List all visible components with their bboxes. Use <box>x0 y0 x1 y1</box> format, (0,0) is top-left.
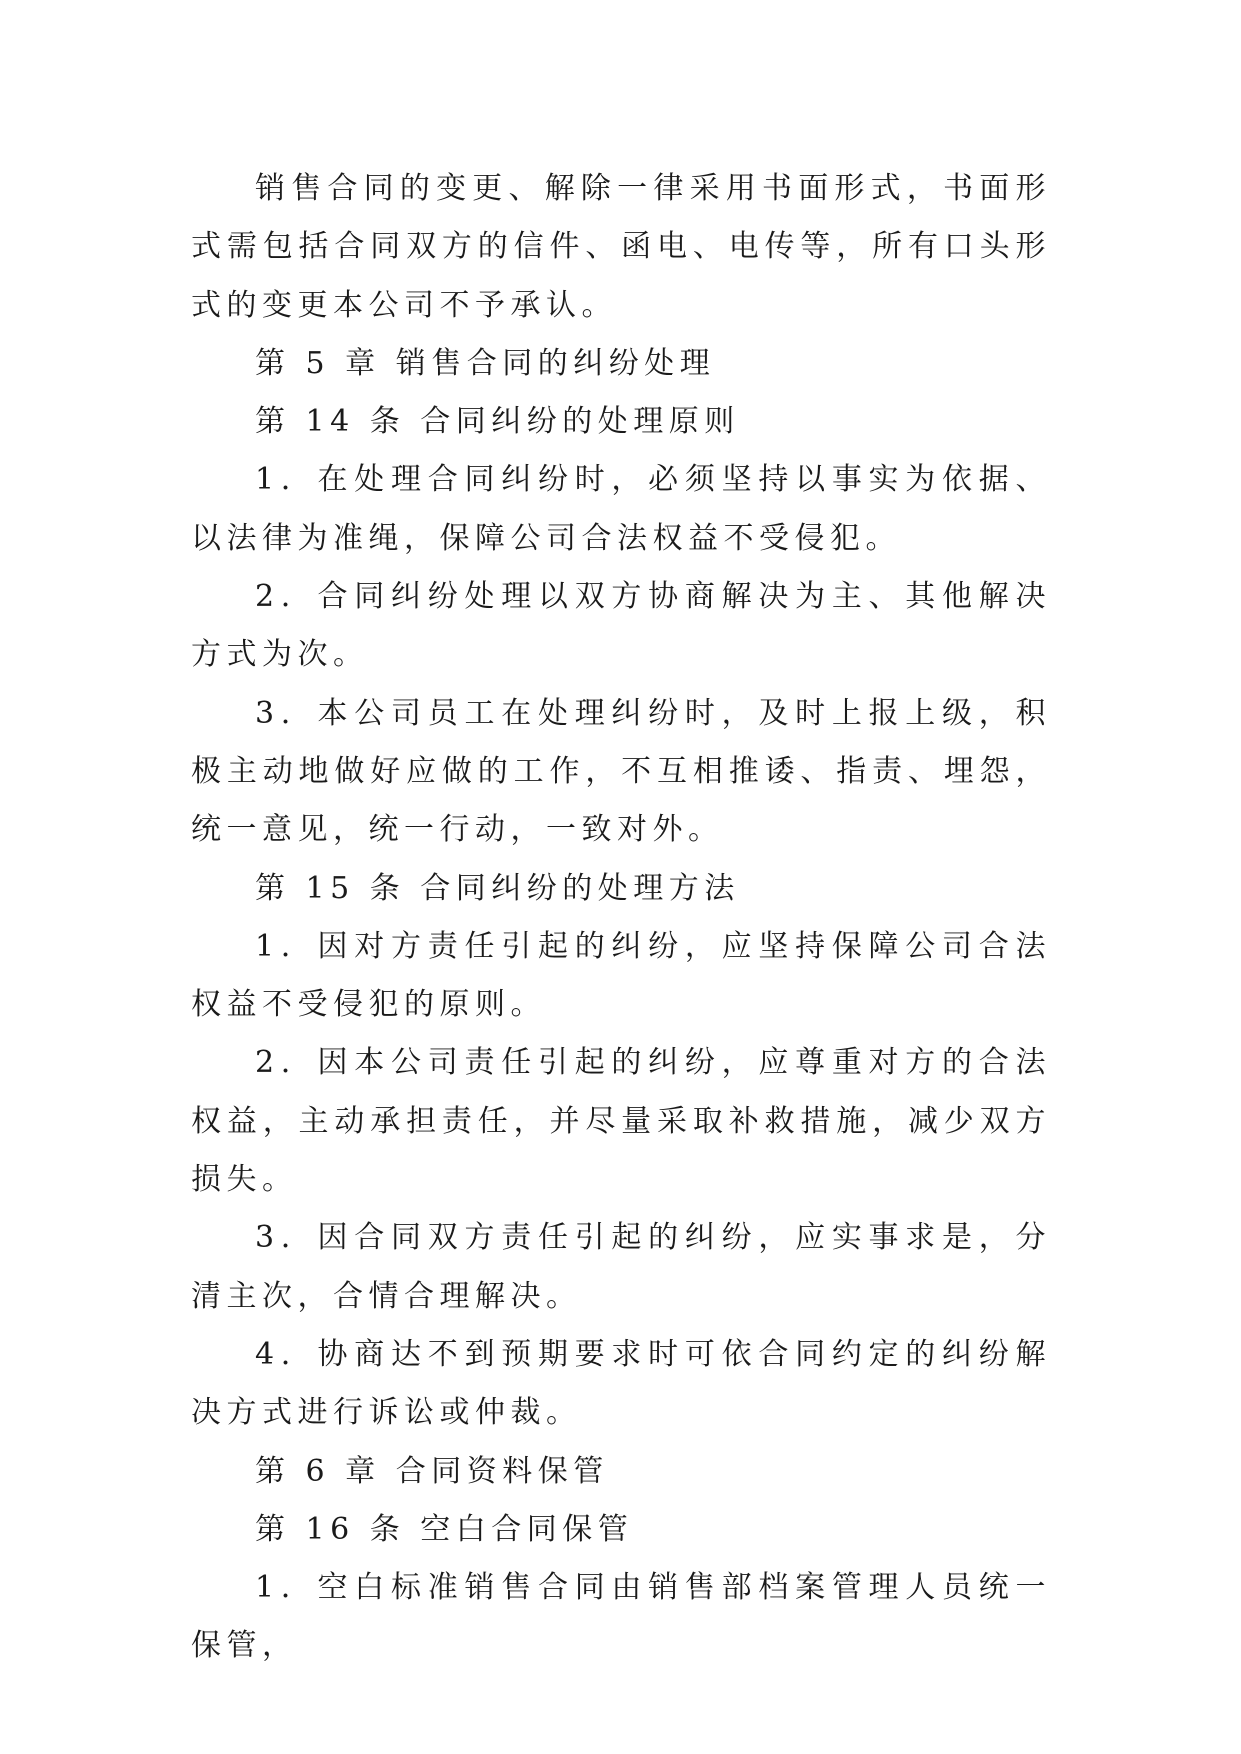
article-16-heading: 第 16 条 空白合同保管 <box>255 1511 634 1547</box>
article-14-heading: 第 14 条 合同纠纷的处理原则 <box>255 404 740 440</box>
article-15-item-1: 1．因对方责任引起的纠纷，应坚持保障公司合法权益不受侵犯的原则。 <box>191 928 1051 1023</box>
article-15-item-4: 4．协商达不到预期要求时可依合同约定的纠纷解决方式进行诉讼或仲裁。 <box>191 1336 1051 1431</box>
document-body <box>191 160 1051 1676</box>
paragraph-contract-change: 销售合同的变更、解除一律采用书面形式，书面形式需包括合同双方的信件、函电、电传等，所有口头形式的变更本公司不予承认。 <box>191 171 1051 323</box>
article-14-item-3: 3．本公司员工在处理纠纷时，及时上报上级，积极主动地做好应做的工作，不互相推诿、指责、埋怨，统一意见，统一行动，一致对外。 <box>191 695 1051 848</box>
article-14-item-1: 1．在处理合同纠纷时，必须坚持以事实为依据、以法律为准绳，保障公司合法权益不受侵犯。 <box>191 462 1051 556</box>
article-15-heading: 第 15 条 合同纠纷的处理方法 <box>255 870 740 906</box>
article-15-item-2: 2．因本公司责任引起的纠纷，应尊重对方的合法权益，主动承担责任，并尽量采取补救措施，减少双方损失。 <box>191 1045 1051 1198</box>
chapter-5-heading: 第 5 章 销售合同的纠纷处理 <box>255 345 716 381</box>
article-16-item-1: 1．空白标准销售合同由销售部档案管理人员统一保管， <box>191 1570 1051 1664</box>
chapter-6-heading: 第 6 章 合同资料保管 <box>255 1453 609 1489</box>
article-15-item-3: 3．因合同双方责任引起的纠纷，应实事求是，分清主次，合情合理解决。 <box>191 1220 1051 1314</box>
article-14-item-2: 2．合同纠纷处理以双方协商解决为主、其他解决方式为次。 <box>191 579 1051 673</box>
